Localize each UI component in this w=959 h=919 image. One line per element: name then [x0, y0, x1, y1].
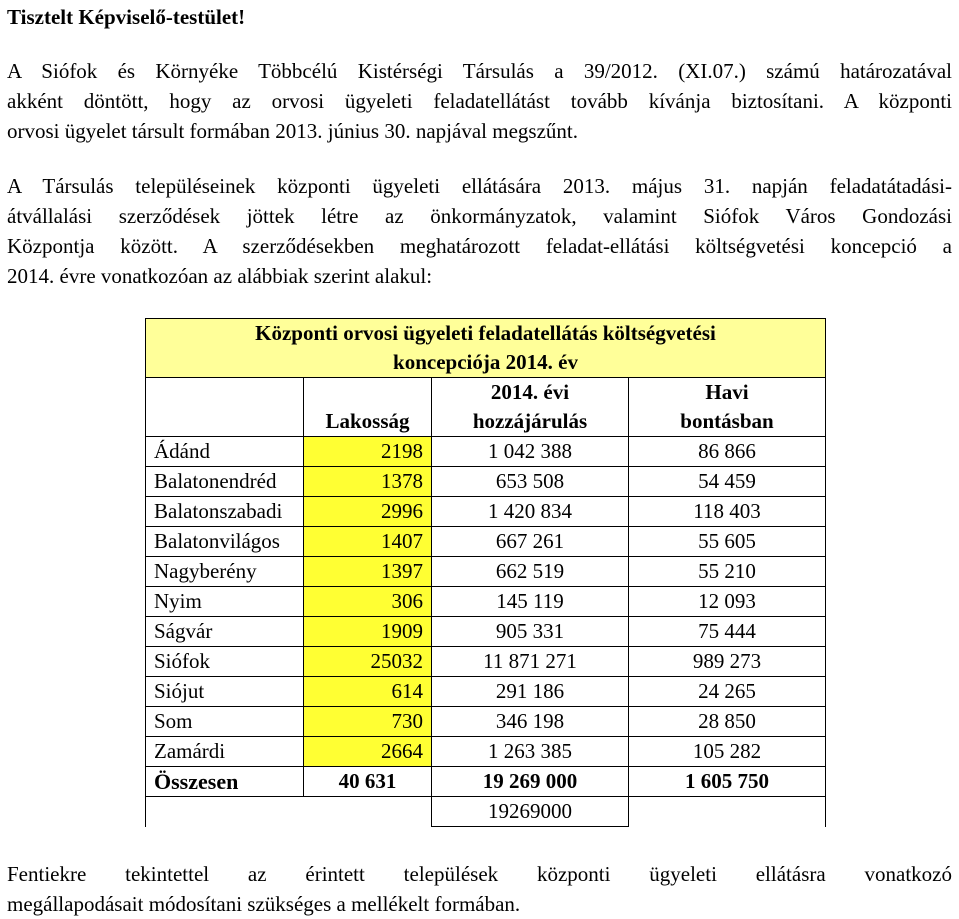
row-population: 614 — [304, 677, 432, 707]
paragraph-1-line-1: A Siófok és Környéke Többcélú Kistérségi Társulás a 39/2012. (XI.07.) számú határozatával — [7, 59, 952, 83]
total-population: 40 631 — [304, 767, 432, 797]
row-monthly: 24 265 — [629, 677, 826, 707]
row-population: 2198 — [304, 437, 432, 467]
row-contribution: 291 186 — [432, 677, 629, 707]
paragraph-1-line-3: orvosi ügyelet társult formában 2013. június 30. napjával megszűnt. — [7, 119, 578, 143]
table-row — [146, 737, 826, 767]
total-monthly: 1 605 750 — [629, 767, 826, 797]
row-population: 1407 — [304, 527, 432, 557]
row-name: Ságvár — [146, 617, 304, 647]
table-header-row — [146, 378, 826, 437]
row-name: Zamárdi — [146, 737, 304, 767]
budget-table — [145, 318, 826, 827]
check-value: 19269000 — [432, 797, 629, 827]
row-monthly: 28 850 — [629, 707, 826, 737]
table-row — [146, 647, 826, 677]
row-population: 2996 — [304, 497, 432, 527]
header-name — [146, 378, 304, 437]
paragraph-2-line-3: Központja között. A szerződésekben meghatározott feladat-ellátási költségvetési koncepció a — [7, 234, 952, 258]
row-monthly: 118 403 — [629, 497, 826, 527]
header-contribution-line-1: 2014. évi — [490, 380, 570, 404]
row-population: 1909 — [304, 617, 432, 647]
row-name: Siófok — [146, 647, 304, 677]
check-empty-1 — [146, 797, 304, 827]
table-title-line-1: Központi orvosi ügyeleti feladatellátás költségvetési — [255, 321, 716, 345]
row-population: 1397 — [304, 557, 432, 587]
table-row — [146, 527, 826, 557]
header-monthly-line-1: Havi — [705, 380, 749, 404]
row-contribution: 667 261 — [432, 527, 629, 557]
row-monthly: 54 459 — [629, 467, 826, 497]
table-title — [146, 319, 826, 378]
row-monthly: 12 093 — [629, 587, 826, 617]
table-row — [146, 677, 826, 707]
row-monthly: 105 282 — [629, 737, 826, 767]
row-contribution: 145 119 — [432, 587, 629, 617]
row-population: 306 — [304, 587, 432, 617]
row-name: Balatonvilágos — [146, 527, 304, 557]
row-monthly: 55 210 — [629, 557, 826, 587]
salutation: Tisztelt Képviselő-testület! — [7, 5, 246, 29]
row-population: 25032 — [304, 647, 432, 677]
row-name: Som — [146, 707, 304, 737]
row-contribution: 662 519 — [432, 557, 629, 587]
table-row — [146, 497, 826, 527]
table-title-line-2: koncepciója 2014. év — [393, 350, 578, 374]
row-monthly: 989 273 — [629, 647, 826, 677]
paragraph-2-line-2: átvállalási szerződések jöttek létre az önkormányzatok, valamint Siófok Város Gondozási — [7, 204, 952, 228]
check-empty-3 — [629, 797, 826, 827]
paragraph-3-line-2: megállapodásait módosítani szükséges a mellékelt formában. — [7, 892, 521, 916]
check-empty-2 — [304, 797, 432, 827]
paragraph-2-line-1: A Társulás településeinek központi ügyeleti ellátására 2013. május 31. napján feladatátadási- — [7, 174, 952, 198]
header-monthly-line-2: bontásban — [680, 409, 774, 433]
row-name: Balatonszabadi — [146, 497, 304, 527]
paragraph-3-line-1: Fentiekre tekintettel az érintett települések központi ügyeleti ellátásra vonatkozó — [7, 862, 952, 886]
row-contribution: 1 263 385 — [432, 737, 629, 767]
total-contribution: 19 269 000 — [432, 767, 629, 797]
total-label: Összesen — [146, 767, 304, 797]
paragraph-2-line-4: 2014. évre vonatkozóan az alábbiak szerint alakul: — [7, 264, 433, 288]
paragraph-1-line-2: akként döntött, hogy az orvosi ügyeleti feladatellátást tovább kívánja biztosítani. A központi — [7, 89, 952, 113]
table-row — [146, 707, 826, 737]
row-population: 730 — [304, 707, 432, 737]
row-monthly: 75 444 — [629, 617, 826, 647]
row-name: Nyim — [146, 587, 304, 617]
row-population: 2664 — [304, 737, 432, 767]
row-name: Ádánd — [146, 437, 304, 467]
row-contribution: 1 420 834 — [432, 497, 629, 527]
table-row — [146, 437, 826, 467]
row-contribution: 905 331 — [432, 617, 629, 647]
row-contribution: 1 042 388 — [432, 437, 629, 467]
row-name: Nagyberény — [146, 557, 304, 587]
row-monthly: 55 605 — [629, 527, 826, 557]
row-contribution: 11 871 271 — [432, 647, 629, 677]
row-name: Balatonendréd — [146, 467, 304, 497]
row-contribution: 653 508 — [432, 467, 629, 497]
row-monthly: 86 866 — [629, 437, 826, 467]
row-contribution: 346 198 — [432, 707, 629, 737]
table-row — [146, 587, 826, 617]
header-contribution-line-2: hozzájárulás — [472, 409, 588, 433]
row-population: 1378 — [304, 467, 432, 497]
table-row — [146, 617, 826, 647]
total-row — [146, 767, 826, 797]
table-row — [146, 467, 826, 497]
header-contribution — [432, 378, 629, 437]
row-name: Siójut — [146, 677, 304, 707]
header-population: Lakosság — [304, 378, 432, 437]
table-body — [146, 437, 826, 767]
check-row — [146, 797, 826, 827]
table-row — [146, 557, 826, 587]
header-monthly — [629, 378, 826, 437]
